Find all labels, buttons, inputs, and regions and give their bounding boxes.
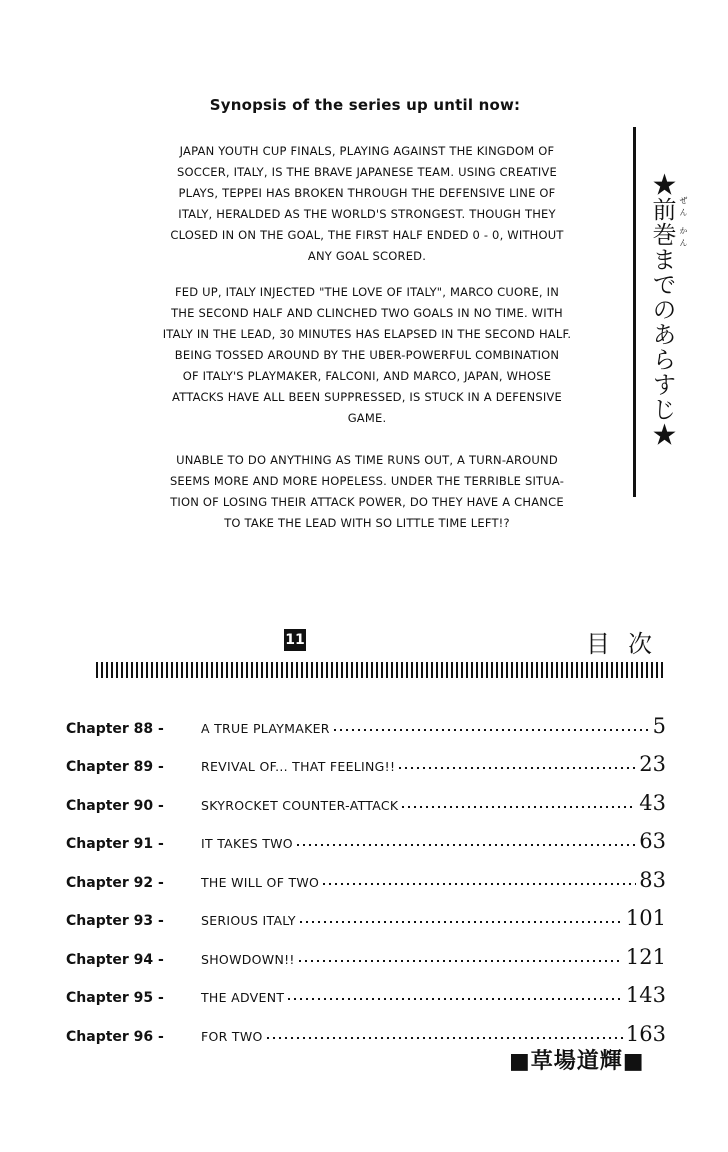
volume-badge: 11: [284, 629, 306, 651]
page-number: 121: [625, 944, 666, 969]
chapter-number: Chapter 89 -: [66, 759, 164, 775]
dot-leader: [299, 960, 623, 962]
chapter-number: Chapter 93 -: [66, 913, 164, 929]
chapter-title: FOR TWO: [201, 1028, 263, 1044]
chapter-number: Chapter 91 -: [66, 836, 164, 852]
dot-leader: [334, 729, 650, 731]
page-number: 101: [625, 906, 666, 930]
chapter-title: THE WILL OF TWO: [201, 874, 320, 890]
dot-leader: [297, 844, 636, 846]
dot-leader: [399, 767, 636, 769]
toc-row: [66, 775, 666, 814]
vertical-divider: [633, 127, 636, 497]
page-number: 63: [639, 829, 666, 853]
page-number: 83: [639, 867, 666, 892]
chapter-number: Chapter 92 -: [66, 874, 164, 891]
side-caption: ★前巻までのあらすじ★: [648, 172, 676, 447]
page-number: 23: [639, 752, 666, 776]
author-name: ■草場道輝■: [509, 1049, 645, 1074]
chapter-number: Chapter 88 -: [66, 720, 164, 737]
toc-row: [66, 968, 666, 1007]
toc-heading: 目次: [586, 630, 670, 658]
toc-row: [66, 891, 666, 930]
synopsis-paragraph-1: JAPAN YOUTH CUP FINALS, PLAYING AGAINST THE KINGDOM OF SOCCER, ITALY, IS THE BRAVE JAPANESE TEAM. USING CREATIVE PLAYS, TEPPEI HAS BROKEN THROUGH THE DEFENSIVE LINE OF ITALY, HERALDED AS THE WORLD'S STRONGEST. THOUGH THEY CLOSED IN ON THE GOAL, THE FIRST HALF ENDED 0 - 0, WITHOUT ANY GOAL SCORED.: [170, 144, 564, 263]
chapter-number: Chapter 95 -: [66, 990, 164, 1006]
synopsis-paragraph-2: FED UP, ITALY INJECTED "THE LOVE OF ITALY", MARCO CUORE, IN THE SECOND HALF AND CLINCHED TWO GOALS IN NO TIME. WITH ITALY IN THE LEAD, 30 MINUTES HAS ELAPSED IN THE SECOND HALF. BEING TOSSED AROUND BY THE UBER-POWERFUL COMBINATION OF ITALY'S PLAYMAKER, FALCONI, AND MARCO, JAPAN, WHOSE ATTACKS HAVE ALL BEEN SUPPRESSED, IS STUCK IN A DEFENSIVE GAME.: [162, 285, 572, 425]
dot-leader: [323, 883, 636, 885]
dot-leader: [288, 998, 623, 1000]
page-number: 5: [652, 713, 666, 738]
toc-row: [66, 1006, 666, 1045]
chapter-title: REVIVAL OF... THAT FEELING!!: [201, 759, 396, 774]
chapter-title: SERIOUS ITALY: [201, 913, 296, 928]
dot-leader: [300, 921, 623, 923]
toc-row: [66, 929, 666, 968]
page-number: 163: [625, 1021, 666, 1046]
chapter-number: Chapter 96 -: [66, 1028, 164, 1045]
chapter-title: SKYROCKET COUNTER-ATTACK: [201, 797, 399, 813]
toc-row: [66, 737, 666, 776]
chapter-number: Chapter 90 -: [66, 797, 164, 814]
synopsis-paragraph-3: UNABLE TO DO ANYTHING AS TIME RUNS OUT, A TURN-AROUND SEEMS MORE AND MORE HOPELESS. UNDER THE TERRIBLE SITUA- TION OF LOSING THEIR ATTACK POWER, DO THEY HAVE A CHANCE TO TAKE THE LEAD WITH SO LITTLE TIME LEFT!?: [169, 453, 565, 530]
chapter-title: IT TAKES TWO: [201, 836, 293, 851]
toc-row: [66, 698, 666, 737]
side-caption-ruby: ぜん かん: [679, 196, 688, 251]
dot-leader: [402, 806, 636, 808]
toc-row: [66, 852, 666, 891]
dot-leader: [267, 1037, 623, 1039]
chapter-title: THE ADVENT: [201, 990, 285, 1005]
synopsis-title: Synopsis of the series up until now:: [209, 96, 521, 114]
page-number: 143: [625, 983, 666, 1007]
chapter-title: SHOWDOWN!!: [201, 951, 295, 967]
chapter-title: A TRUE PLAYMAKER: [201, 720, 330, 736]
page-number: 43: [639, 790, 666, 815]
decorative-tick-rule: [96, 662, 666, 678]
chapter-number: Chapter 94 -: [66, 951, 164, 968]
toc-row: [66, 814, 666, 853]
table-of-contents: [66, 698, 666, 1045]
